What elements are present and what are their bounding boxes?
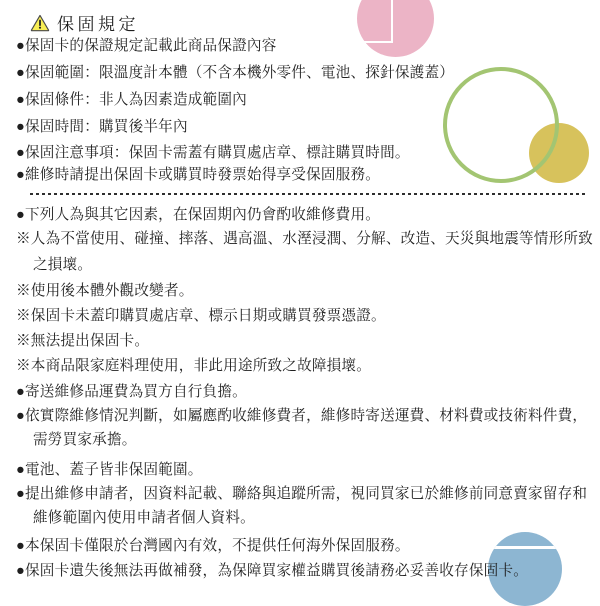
policy-line: ※人為不當使用、碰撞、摔落、遇高溫、水溼浸潤、分解、改造、天災與地震等情形所致 <box>16 231 593 247</box>
policy-line: ●下列人為與其它因素，在保固期內仍會酌收維修費用。 <box>16 207 381 223</box>
policy-line: ●保固時間：購買後半年內 <box>16 119 188 135</box>
policy-line: ●電池、蓋子皆非保固範圍。 <box>16 462 203 478</box>
policy-line: ※無法提出保固卡。 <box>16 333 150 349</box>
policy-line: ※使用後本體外觀改變者。 <box>16 283 194 299</box>
policy-line-continuation: 需勞買家承擔。 <box>33 432 137 448</box>
decor-blue-white-line <box>488 546 562 549</box>
policy-line: ●寄送維修品運費為買方自行負擔。 <box>16 384 247 400</box>
policy-line: ※本商品限家庭料理使用，非此用途所致之故障損壞。 <box>16 358 372 374</box>
policy-line: ●保固注意事項：保固卡需蓋有購買處店章、標註購買時間。 <box>16 145 410 161</box>
decor-pink-white-line-vertical <box>391 0 393 43</box>
policy-line: ●本保固卡僅限於台灣國內有效，不提供任何海外保固服務。 <box>16 538 410 554</box>
decor-circle-green-ring <box>443 67 559 183</box>
policy-line: ●保固卡遺失後無法再做補發，為保障買家權益購買後請務必妥善收存保固卡。 <box>16 563 529 579</box>
page-title <box>30 10 139 35</box>
decor-pink-white-line-horizontal <box>363 41 393 43</box>
policy-line: ●依實際維修情況判斷，如屬應酌收維修費者，維修時寄送運費、材料費或技術料件費， <box>16 408 588 424</box>
dashed-divider <box>30 193 586 195</box>
policy-line-continuation: 之損壞。 <box>33 257 93 273</box>
page-title-text: 保固規定 <box>57 15 139 34</box>
warning-triangle-icon <box>30 14 50 32</box>
decor-circle-pink <box>357 0 434 57</box>
policy-line: ●保固條件：非人為因素造成範圍內 <box>16 92 247 108</box>
policy-line-continuation: 維修範圍內使用申請者個人資料。 <box>33 510 255 526</box>
policy-line: ●保固卡的保證規定記載此商品保證內容 <box>16 38 277 54</box>
policy-line: ●維修時請提出保固卡或購買時發票始得享受保固服務。 <box>16 167 381 183</box>
policy-line: ※保固卡未蓋印購買處店章、標示日期或購買發票憑證。 <box>16 308 386 324</box>
policy-line: ●提出維修申請者，因資料記載、聯絡與追蹤所需，視同買家已於維修前同意賣家留存和 <box>16 486 588 502</box>
policy-line: ●保固範圍：限溫度計本體（不含本機外零件、電池、探針保護蓋） <box>16 65 455 81</box>
